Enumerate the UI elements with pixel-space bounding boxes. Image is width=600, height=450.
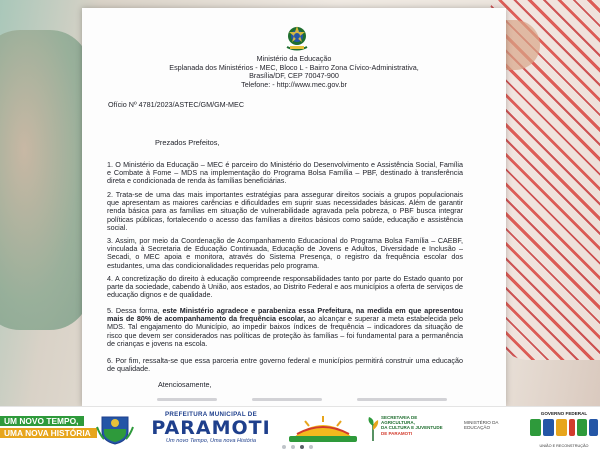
letter-header	[102, 55, 486, 89]
secretaria-line-4: DE PARAMOTI	[381, 430, 413, 436]
secretaria-line-3: DA CULTURA E JUVENTUDE	[381, 425, 443, 431]
prefeitura-name: PARAMOTI	[151, 417, 271, 439]
mec-line-2: EDUCAÇÃO	[464, 425, 491, 431]
paramoti-crest-icon	[96, 413, 134, 445]
paragraph-5-number: 5. Dessa forma,	[107, 306, 163, 315]
secretaria-logo	[367, 412, 463, 446]
paragraph-5-rest: ao alcançar e superar a meta estabelecida pelo MDS. Tal engajamento do Município, ao impedir baixos índices de frequência – indicadores da situação de risco que devem ser considerados nas políticas de proteção às famílias – foi fundamental para a permanência de crianças e jovens na escola.	[107, 314, 463, 348]
prefeitura-label: PREFEITURA MUNICIPAL DE	[164, 411, 258, 418]
official-letter	[82, 8, 506, 406]
governo-federal-logo	[528, 411, 600, 449]
prefeitura-slogan: Um novo Tempo, Uma nova História	[166, 438, 256, 444]
mec-logo-text	[464, 420, 498, 431]
paragraph-3: 3. Assim, por meio da Coordenação de Acompanhamento Educacional do Programa Bolsa Família – CAEBF, vinculada à Secretaria de Educação Continuada, Educação de Jovens e Adultos, Diversidade e Inclusão – Secadi, o MEC apoia e monitora, através do Sistema Presença, o registro da frequência escolar dos estudantes, uma das condicionalidades requeridas pelo programa.	[107, 236, 463, 270]
carousel-indicator[interactable]	[282, 445, 313, 449]
ministry-name: Ministério da Educação	[256, 54, 332, 63]
paragraph-4: 4. A concretização do direito à educação compreende responsabilidades tanto por parte do Estado quanto por parte da sociedade, cabendo à União, aos estados, ao Distrito Federal e aos municípios a oferta de serviços de educação dignos e de qualidade.	[107, 274, 463, 300]
slogan-tag-1: UM NOVO TEMPO,	[0, 416, 84, 426]
sun-logo-icon	[283, 414, 363, 444]
leaf-icon	[367, 416, 379, 442]
slogan-tag-2: UMA NOVA HISTÓRIA	[0, 428, 97, 438]
address-line-2: Brasília/DF, CEP 70047-900	[249, 71, 339, 81]
brasil-wordmark-icon	[528, 416, 600, 438]
phone-line: Telefone: - http://www.mec.gov.br	[241, 79, 347, 89]
footer-banner	[0, 406, 600, 450]
secretaria-line-2: AGRICULTURA,	[381, 420, 415, 426]
paragraph-6: 6. Por fim, ressalta-se que essa parceria entre governo federal e municípios permitirá construir uma educação de qualidade.	[107, 356, 463, 374]
prefeitura-logo	[145, 411, 277, 444]
faint-signature-line	[157, 398, 447, 404]
governo-federal-label: GOVERNO FEDERAL	[540, 411, 588, 416]
oficio-number: Ofício Nº 4781/2023/ASTEC/GM/GM-MEC	[108, 100, 245, 109]
brazil-coat-of-arms-icon	[282, 23, 312, 53]
governo-federal-slogan: UNIÃO E RECONSTRUÇÃO	[539, 444, 589, 448]
carousel-dot[interactable]	[282, 445, 286, 449]
paragraph-5-highlight: este Ministério agradece e parabeniza essa Prefeitura, na medida em que apresentou mais de 80% de acompanhamento da frequência escolar,	[107, 306, 463, 324]
carousel-dot[interactable]	[291, 445, 295, 449]
background-person-left	[0, 30, 90, 330]
secretaria-text	[381, 415, 443, 436]
paragraph-5	[107, 307, 463, 348]
secretaria-line-1: SECRETARIA DE	[381, 415, 418, 420]
paragraph-1: 1. O Ministério da Educação – MEC é parceiro do Ministério do Desenvolvimento e Assistência Social, Família e Combate à Fome – MDS na implementação do Programa Bolsa Família – PBF, destinado à transferência direta e condicionada de renda às famílias beneficiárias.	[107, 160, 463, 186]
address-line-1: Esplanada dos Ministérios - MEC, Bloco L - Bairro Zona Cívico-Administrativa,	[169, 62, 419, 72]
paragraph-2: 2. Trata-se de uma das mais importantes estratégias para assegurar direitos sociais a grupos populacionais que apresentam as maiores carências e dificuldades em suprir suas necessidades básicas. Além de garantir renda básica para as famílias em situação de vulnerabilidade agravada pela pobreza, o PBF busca integrar políticas públicas, fortalecendo o acesso das famílias a direitos básicos como saúde, educação e assistência social.	[107, 190, 463, 232]
greeting: Prezados Prefeitos,	[155, 138, 220, 147]
mec-line-1: MINISTÉRIO DA	[464, 420, 499, 425]
carousel-dot[interactable]	[309, 445, 313, 449]
carousel-dot-active[interactable]	[300, 445, 304, 449]
closing: Atenciosamente,	[158, 380, 212, 389]
